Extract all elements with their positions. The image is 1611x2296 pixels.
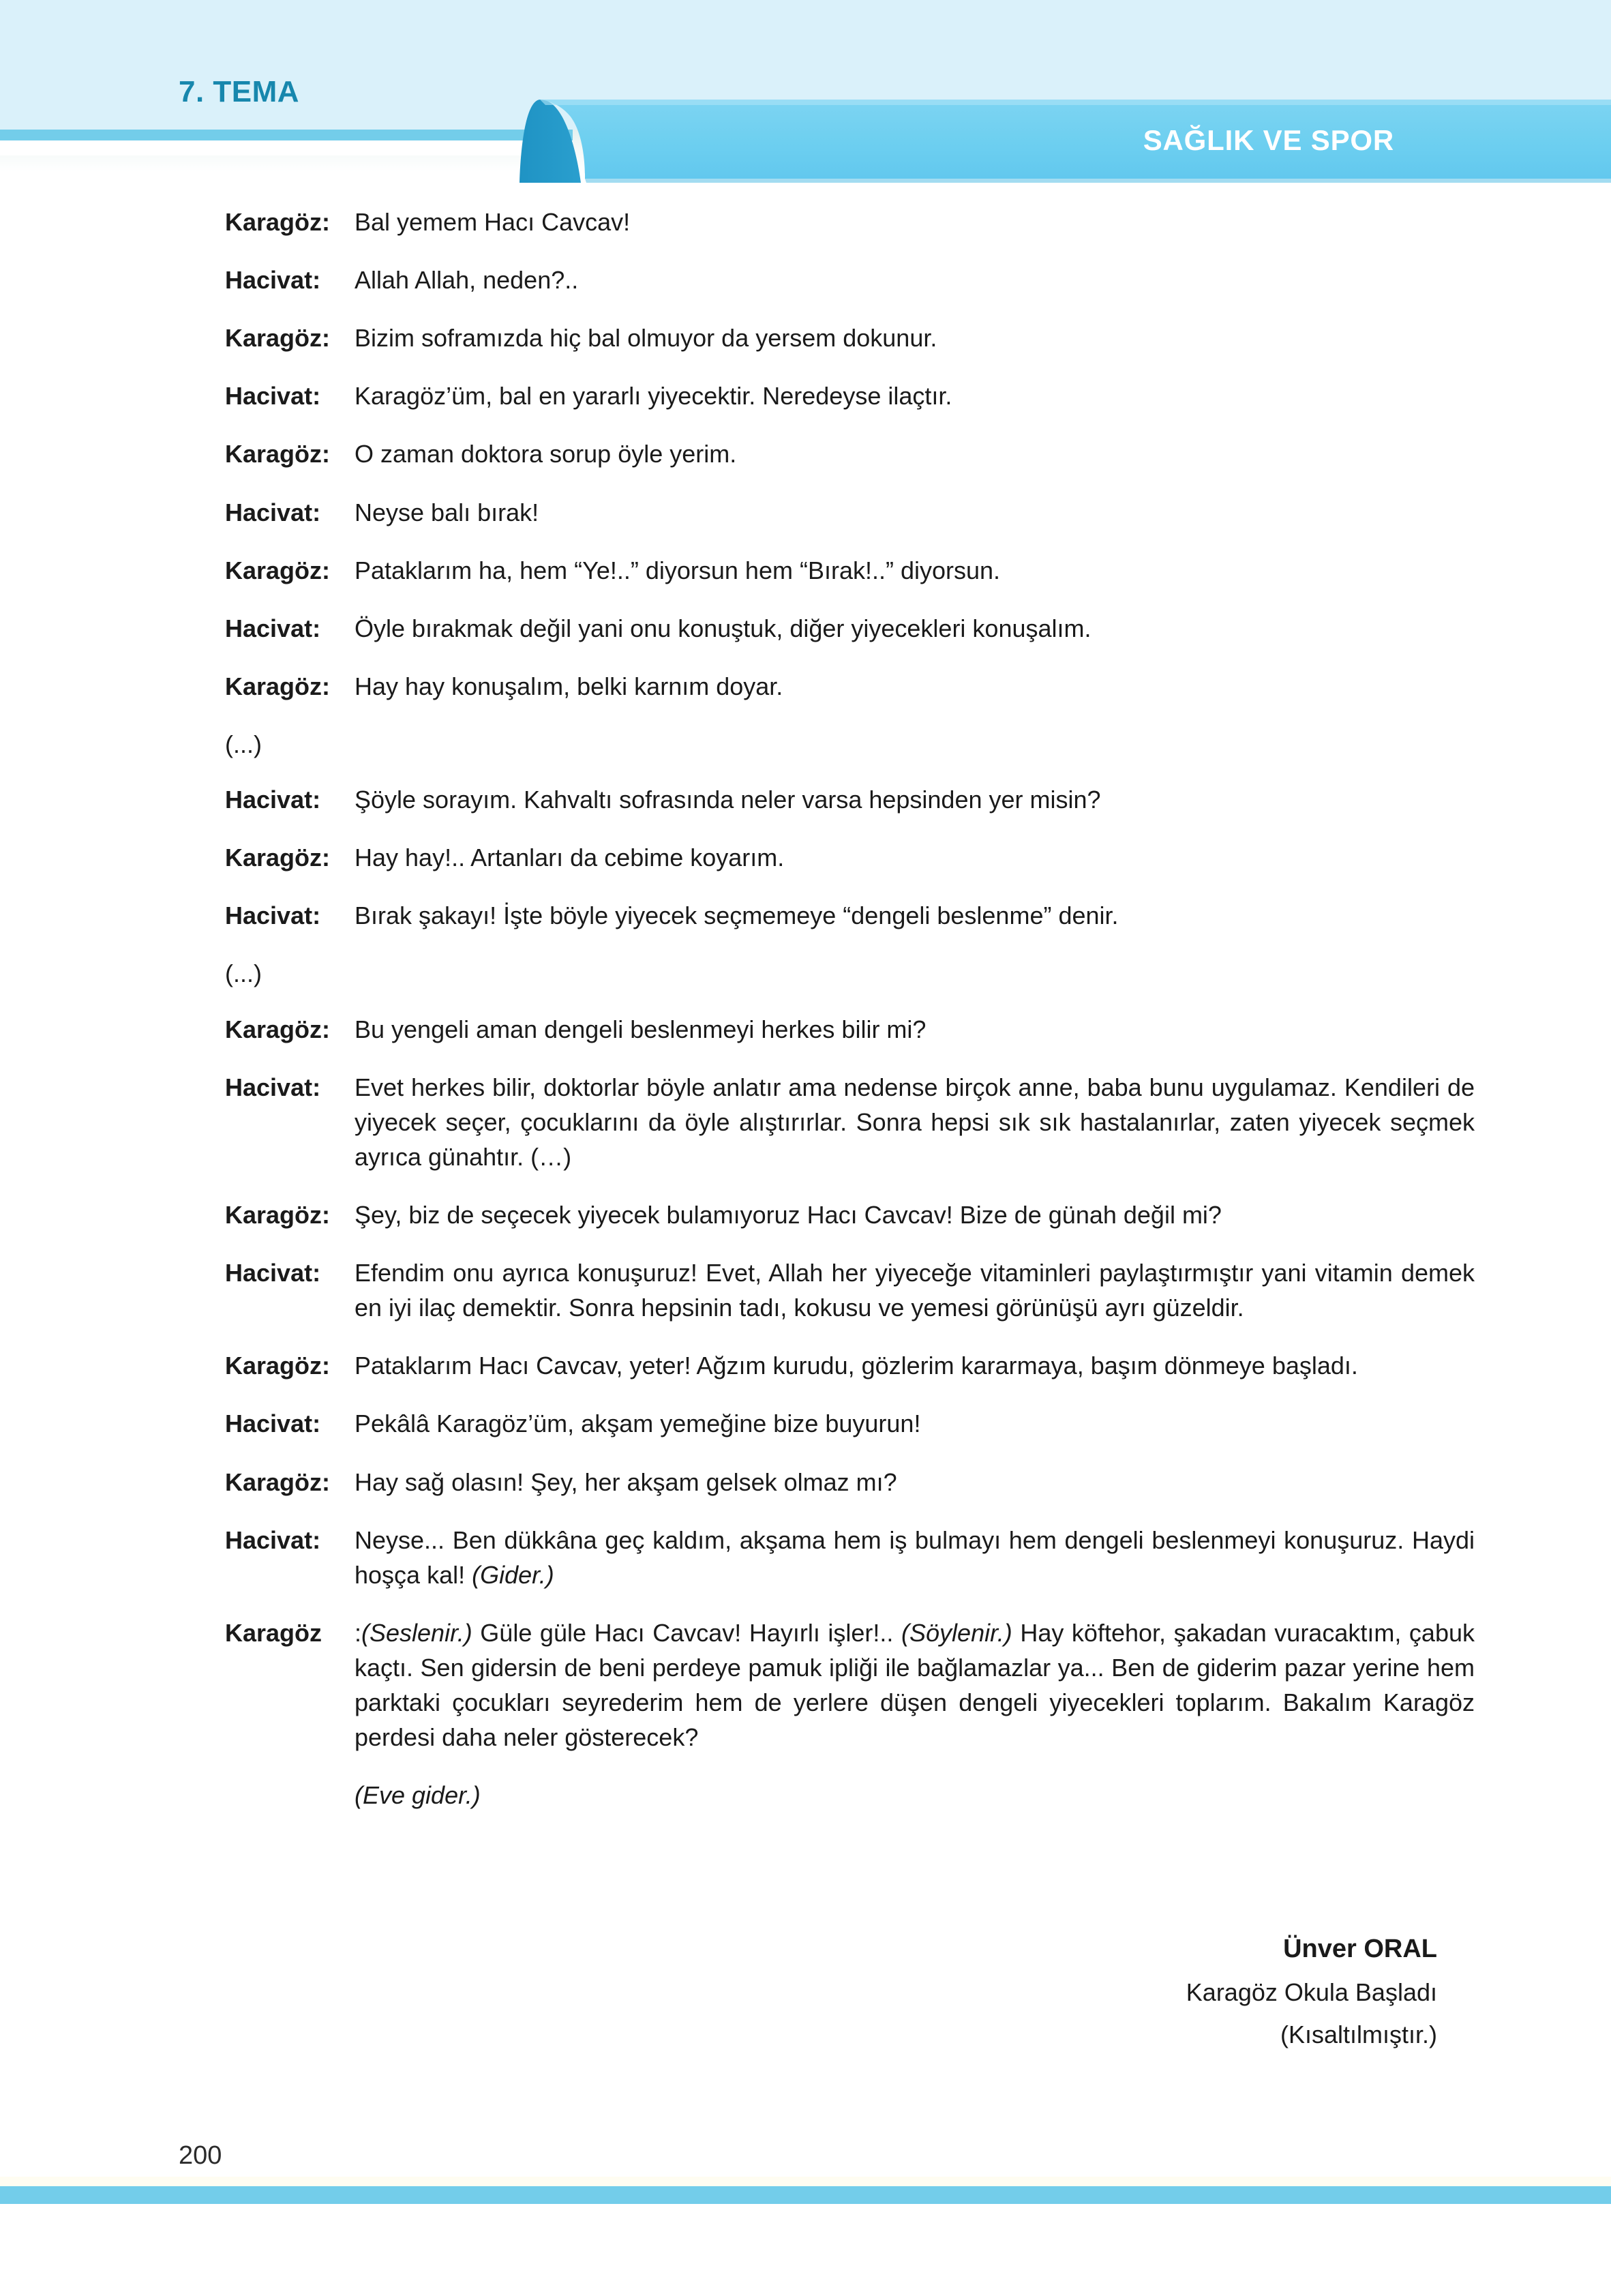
- speech-text: Bizim soframızda hiç bal olmuyor da yersem dokunur.: [355, 324, 937, 353]
- speaker-label: Karagöz:: [225, 1352, 331, 1380]
- speech-text: Bal yemem Hacı Cavcav!: [355, 208, 631, 236]
- attribution-note: (Kısaltılmıştır.): [1280, 2021, 1437, 2048]
- speech-text: Neyse balı bırak!: [355, 498, 539, 526]
- speech-text: Allah Allah, neden?..: [355, 266, 579, 295]
- dialogue-line: [0, 320, 1611, 355]
- speaker-label: Hacivat:: [225, 1410, 321, 1438]
- header-blue-rule: [0, 130, 573, 140]
- page-number: 200: [179, 2141, 222, 2170]
- speech-part-4: Hay köftehor, şakadan vuracaktım, çabuk kaçtı. Sen gidersin de beni perdeye pamuk ipliği ile bağlamazlar ya... Ben de giderim pazar yerine hem parktaki çocukları seyrederim hem de yerlere düşen dengeli yiyecekleri toplarım. Bakalım Karagöz perdesi daha neler gösterecek?: [355, 1618, 1475, 1752]
- dialogue-line: [0, 378, 1611, 413]
- attribution-block: [0, 1930, 1611, 2053]
- speech-colon: :: [355, 1618, 362, 1647]
- stage-direction-seslenir: (Seslenir.): [361, 1618, 472, 1647]
- attribution-work-title: Karagöz Okula Başladı: [1186, 1978, 1437, 2006]
- theme-label: 7. TEMA: [179, 75, 300, 108]
- speech-text: O zaman doktora sorup öyle yerim.: [355, 440, 737, 468]
- speaker-label: Karagöz: [225, 1618, 322, 1647]
- speech-body: Neyse... Ben dükkâna geç kaldım, akşama hem iş bulmayı hem dengeli beslenmeyi konuşuruz. Haydi hoşça kal!: [355, 1525, 1475, 1589]
- speaker-label: Hacivat:: [225, 614, 321, 642]
- speaker-label: Hacivat:: [225, 266, 321, 295]
- stage-direction-soylenir: (Söylenir.): [901, 1618, 1012, 1647]
- dialogue-line: [0, 611, 1611, 646]
- speech-text: Hay hay konuşalım, belki karnım doyar.: [355, 672, 783, 700]
- banner-title: SAĞLIK VE SPOR: [1143, 124, 1394, 156]
- speech-text: Efendim onu ayrıca konuşuruz! Evet, Allah her yiyeceğe vitaminleri paylaştırmıştır yani vitamin demek en iyi ilaç demektir. Sonra hepsinin tadı, kokusu ve yemesi görünüşü ayrı güzeldir.: [355, 1259, 1475, 1322]
- dialogue-line: [0, 1348, 1611, 1383]
- speaker-label: Hacivat:: [225, 1525, 321, 1554]
- speech-text: Pekâlâ Karagöz’üm, akşam yemeğine bize buyurun!: [355, 1410, 921, 1438]
- speech-text: Şey, biz de seçecek yiyecek bulamıyoruz Hacı Cavcav! Bize de günah değil mi?: [355, 1200, 1222, 1229]
- speech-text: [355, 1523, 1475, 1592]
- omission-marker: (...): [225, 959, 262, 988]
- speech-text: Bırak şakayı! İşte böyle yiyecek seçmemeye “dengeli beslenme” denir.: [355, 901, 1119, 930]
- speech-text: Bu yengeli aman dengeli beslenmeyi herkes bilir mi?: [355, 1015, 927, 1043]
- dialogue-line: [0, 782, 1611, 817]
- speaker-label: Karagöz:: [225, 440, 331, 468]
- speaker-label: Karagöz:: [225, 556, 331, 584]
- speech-part-2: Güle güle Hacı Cavcav! Hayırlı işler!..: [472, 1618, 902, 1647]
- dialogue-line: [0, 1070, 1611, 1174]
- dialogue-line: [0, 1197, 1611, 1232]
- speaker-label: Hacivat:: [225, 1073, 321, 1101]
- dialogue-line: [0, 1012, 1611, 1047]
- speaker-label: Hacivat:: [225, 498, 321, 526]
- header-white-rule: [0, 140, 573, 155]
- speech-text: Evet herkes bilir, doktorlar böyle anlatır ama nedense birçok anne, baba bunu uygulamaz. Kendileri de yiyecek seçer, çocuklarını da öyle alıştırırlar. Sonra hepsi sık sık hastalanırlar, zaten yiyecek seçmek ayrıca günahtır. (…): [355, 1073, 1475, 1171]
- speaker-label: Karagöz:: [225, 1015, 331, 1043]
- omission-marker: (...): [225, 730, 262, 758]
- dialogue-line: [0, 436, 1611, 471]
- page-header: [0, 0, 1611, 172]
- dialogue-line: [0, 553, 1611, 588]
- dialogue-line-final: [0, 1615, 1611, 1755]
- stage-direction-eve-gider: (Eve gider.): [355, 1781, 481, 1810]
- speech-text: Hay sağ olasın! Şey, her akşam gelsek olmaz mı?: [355, 1467, 897, 1496]
- speech-text: Şöyle sorayım. Kahvaltı sofrasında neler varsa hepsinden yer misin?: [355, 786, 1101, 814]
- speech-text: Hay hay!.. Artanları da cebime koyarım.: [355, 844, 785, 872]
- speech-text: Karagöz’üm, bal en yararlı yiyecektir. Neredeyse ilaçtır.: [355, 382, 952, 411]
- speaker-label: Karagöz:: [225, 208, 331, 236]
- dialogue-line: [0, 263, 1611, 297]
- speaker-label: Karagöz:: [225, 672, 331, 700]
- speaker-label: Karagöz:: [225, 1467, 331, 1496]
- dialogue-line: [0, 205, 1611, 239]
- dialogue-line: [0, 1406, 1611, 1441]
- dialogue-line: [0, 1255, 1611, 1325]
- speaker-label: Hacivat:: [225, 901, 321, 930]
- speaker-label: Hacivat:: [225, 382, 321, 411]
- attribution-author: Ünver ORAL: [1283, 1935, 1437, 1963]
- speech-text: Pataklarım ha, hem “Ye!..” diyorsun hem “Bırak!..” diyorsun.: [355, 556, 1001, 584]
- speaker-label: Hacivat:: [225, 1259, 321, 1287]
- speaker-label: Hacivat:: [225, 786, 321, 814]
- page-content: [0, 205, 1611, 1813]
- footer-cream-strip: [0, 2177, 1611, 2186]
- theme-banner-shape: [505, 95, 1611, 183]
- dialogue-line: [0, 669, 1611, 704]
- page-footer: [0, 2134, 1611, 2296]
- speaker-label: Karagöz:: [225, 1200, 331, 1229]
- speech-text: [355, 1615, 1475, 1755]
- dialogue-line: [0, 898, 1611, 933]
- speaker-label: Karagöz:: [225, 844, 331, 872]
- stage-direction-inline: (Gider.): [472, 1560, 554, 1589]
- dialogue-line: [0, 495, 1611, 530]
- speech-text: Pataklarım Hacı Cavcav, yeter! Ağzım kurudu, gözlerim kararmaya, başım dönmeye başladı.: [355, 1352, 1358, 1380]
- footer-blue-rule: [0, 2186, 1611, 2204]
- speech-text: Öyle bırakmak değil yani onu konuştuk, diğer yiyecekleri konuşalım.: [355, 614, 1091, 642]
- speaker-label: Karagöz:: [225, 324, 331, 353]
- dialogue-line: [0, 1523, 1611, 1592]
- dialogue-line: [0, 1465, 1611, 1500]
- dialogue-line: [0, 840, 1611, 875]
